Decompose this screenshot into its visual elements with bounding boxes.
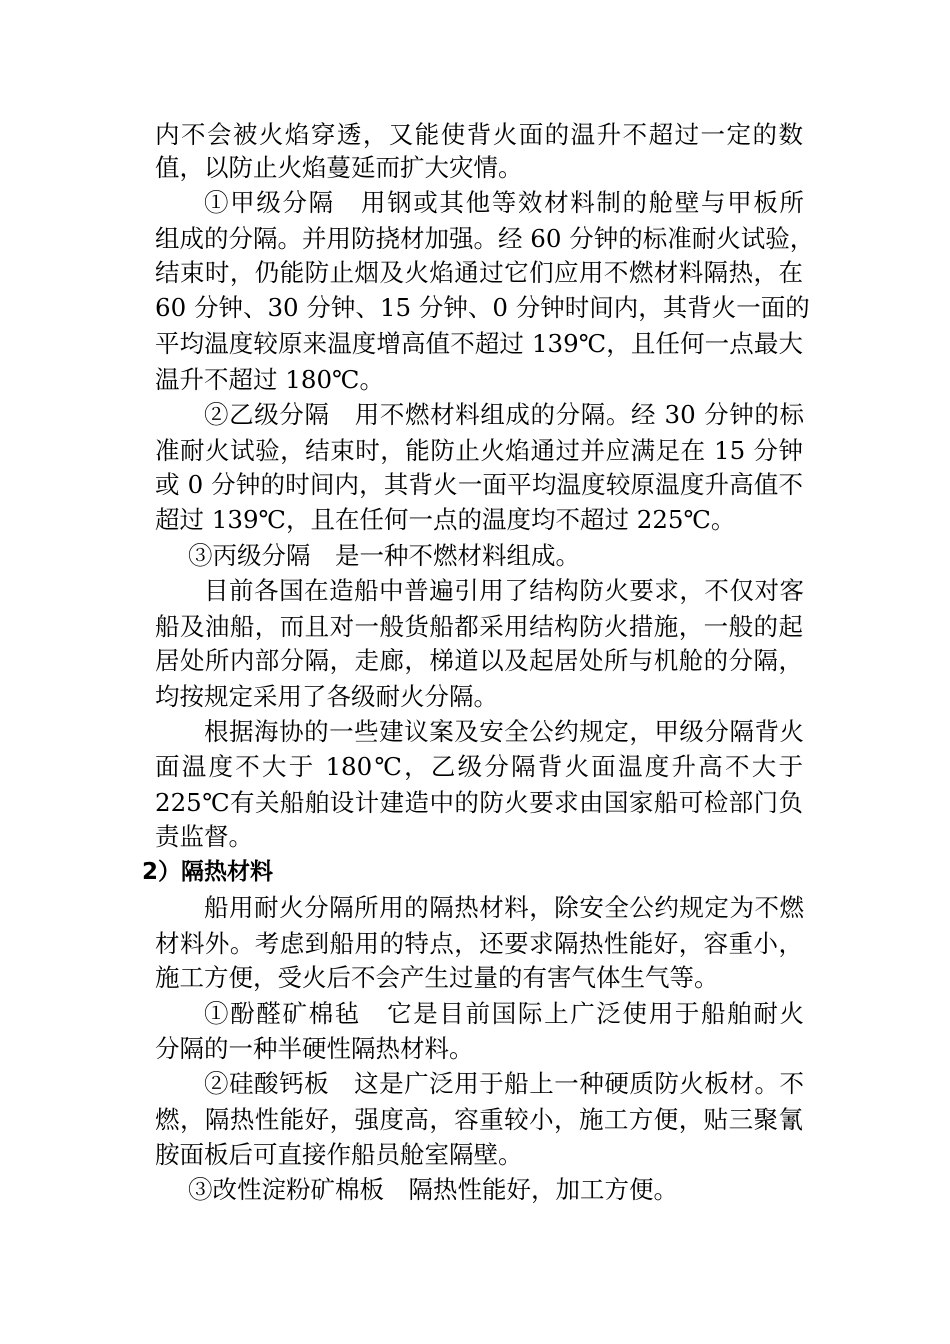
text-line: ①甲级分隔 用钢或其他等效材料制的舱壁与甲板所 xyxy=(204,188,804,217)
text-line: 结束时，仍能防止烟及火焰通过它们应用不燃材料隔热，在 xyxy=(155,258,803,287)
text-line: ①酚醛矿棉毡 它是目前国际上广泛使用于船舶耐火 xyxy=(204,999,804,1028)
text-line: 或 0 分钟的时间内，其背火一面平均温度较原温度升高值不 xyxy=(155,470,803,499)
text-line: 责监督。 xyxy=(155,822,253,851)
text-line: 组成的分隔。并用防挠材加强。经 60 分钟的标准耐火试验， xyxy=(155,224,815,253)
text-line: ③丙级分隔 是一种不燃材料组成。 xyxy=(188,541,580,570)
text-line: ③改性淀粉矿棉板 隔热性能好，加工方便。 xyxy=(188,1175,678,1204)
text-line: 燃，隔热性能好，强度高，容重较小，施工方便，贴三聚氰 xyxy=(155,1105,803,1134)
text-line: 平均温度较原来温度增高值不超过 139℃，且任何一点最大 xyxy=(155,329,803,358)
text-line: 准耐火试验，结束时，能防止火焰通过并应满足在 15 分钟 xyxy=(155,436,803,465)
text-line: 内不会被火焰穿透，又能使背火面的温升不超过一定的数 xyxy=(155,120,803,149)
text-line: 目前各国在造船中普遍引用了结构防火要求，不仅对客 xyxy=(204,576,804,605)
text-line: 面温度不大于 180℃，乙级分隔背火面温度升高不大于 xyxy=(155,752,803,781)
text-line: 超过 139℃，且在任何一点的温度均不超过 225℃。 xyxy=(155,505,736,534)
text-line: ②乙级分隔 用不燃材料组成的分隔。经 30 分钟的标 xyxy=(204,400,804,429)
text-line: 值，以防止火焰蔓延而扩大灾情。 xyxy=(155,153,523,182)
text-line: 施工方便，受火后不会产生过量的有害气体生气等。 xyxy=(155,963,719,992)
text-line: 船用耐火分隔所用的隔热材料，除安全公约规定为不燃 xyxy=(204,893,804,922)
text-line: 分隔的一种半硬性隔热材料。 xyxy=(155,1034,474,1063)
text-line: 60 分钟、30 分钟、15 分钟、0 分钟时间内，其背火一面的 xyxy=(155,293,810,322)
section-heading: 2）隔热材料 xyxy=(142,859,274,885)
text-line: 材料外。考虑到船用的特点，还要求隔热性能好，容重小， xyxy=(155,929,803,958)
text-line: ②硅酸钙板 这是广泛用于船上一种硬质防火板材。不 xyxy=(204,1069,804,1098)
text-line: 温升不超过 180℃。 xyxy=(155,365,384,394)
text-line: 均按规定采用了各级耐火分隔。 xyxy=(155,682,498,711)
text-line: 居处所内部分隔，走廊，梯道以及起居处所与机舱的分隔， xyxy=(155,646,803,675)
text-line: 225℃有关船舶设计建造中的防火要求由国家船可检部门负 xyxy=(155,788,803,817)
text-line: 船及油船，而且对一般货船都采用结构防火措施，一般的起 xyxy=(155,612,803,641)
text-line: 根据海协的一些建议案及安全公约规定，甲级分隔背火 xyxy=(204,717,804,746)
text-line: 胺面板后可直接作船员舱室隔壁。 xyxy=(155,1140,523,1169)
